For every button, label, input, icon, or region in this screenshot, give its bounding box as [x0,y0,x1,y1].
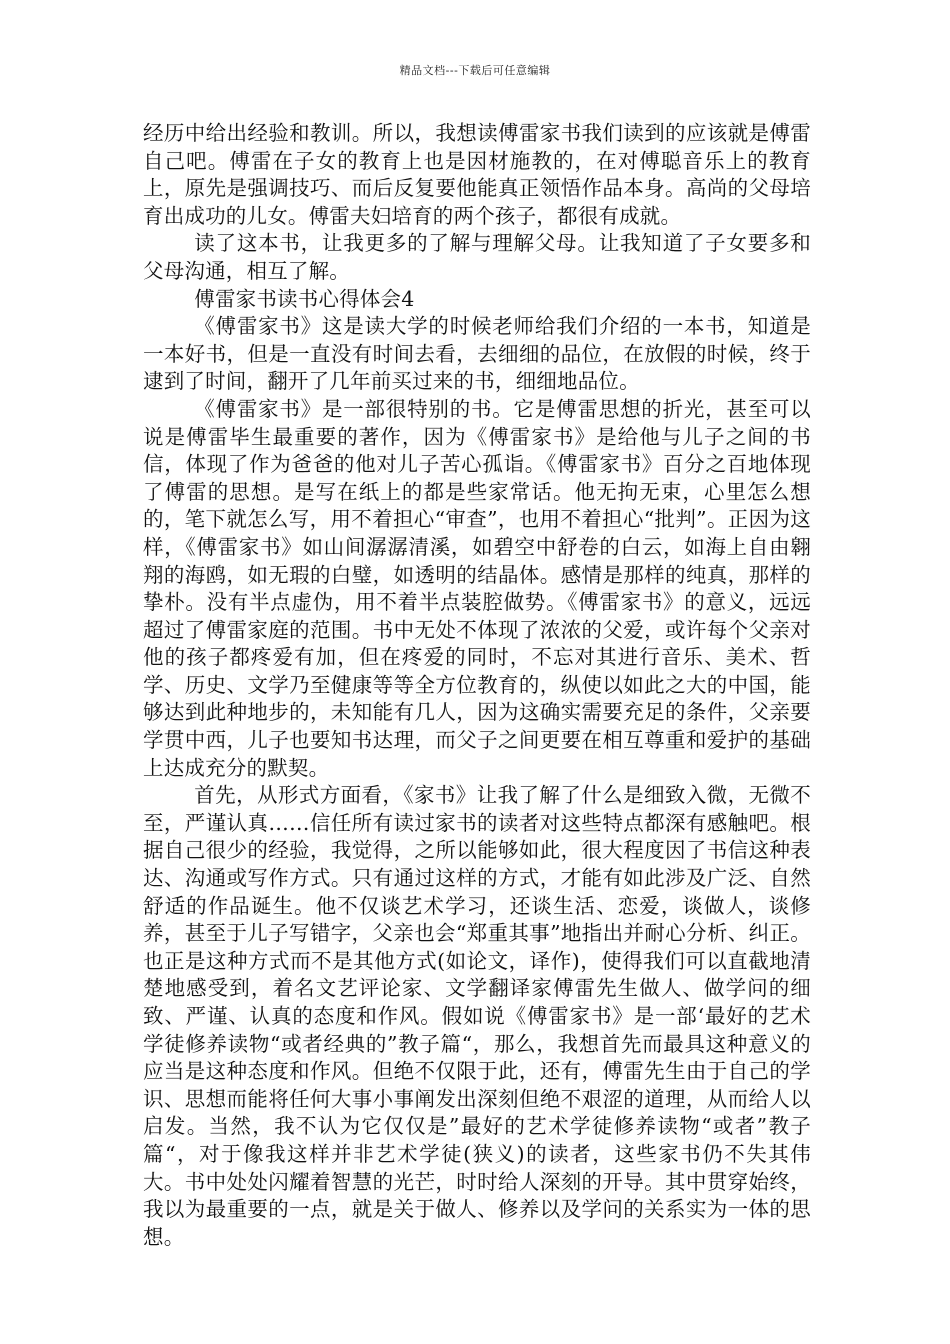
document-body [143,120,811,1251]
page-header: 精品文档---下载后可任意编辑 [399,64,551,77]
paragraph-1: 经历中给出经验和教训。所以，我想读傅雷家书我们读到的应该就是傅雷自己吧。傅雷在子女的教育上也是因材施教的，在对傅聪音乐上的教育上，原先是强调技巧、而后反复要他能真正领悟作品本身。高尚的父母培育出成功的儿女。傅雷夫妇培育的两个孩子，都很有成就。 [143,121,811,228]
paragraph-4: 《傅雷家书》是一部很特别的书。它是傅雷思想的折光，甚至可以说是傅雷毕生最重要的著作，因为《傅雷家书》是给他与儿子之间的书信，体现了作为爸爸的他对儿子苦心孤诣。《傅雷家书》百分之百地体现了傅雷的思想。是写在纸上的都是些家常话。他无拘无束，心里怎么想的，笔下就怎么写，用不着担心“审查”，也用不着担心“批判”。正因为这样，《傅雷家书》如山间潺潺清溪，如碧空中舒卷的白云，如海上自由翱翔的海鸥，如无瑕的白璧，如透明的结晶体。感情是那样的纯真，那样的挚朴。没有半点虚伪，用不着半点装腔做势。《傅雷家书》的意义，远远超过了傅雷家庭的范围。书中无处不体现了浓浓的父爱，或许每个父亲对他的孩子都疼爱有加，但在疼爱的同时，不忘对其进行音乐、美术、哲学、历史、文学乃至健康等等全方位教育的，纵使以如此之大的中国，能够达到此种地步的，未知能有几人，因为这确实需要充足的条件，父亲要学贯中西，儿子也要知书达理，而父子之间更要在相互尊重和爱护的基础上达成充分的默契。 [143,396,811,780]
section-heading: 傅雷家书读书心得体会4 [194,286,415,311]
paragraph-2: 读了这本书，让我更多的了解与理解父母。让我知道了子女要多和父母沟通，相互了解。 [143,231,811,283]
paragraph-3: 《傅雷家书》这是读大学的时候老师给我们介绍的一本书，知道是一本好书，但是一直没有时间去看，去细细的品位，在放假的时候，终于逮到了时间，翻开了几年前买过来的书，细细地品位。 [143,314,811,394]
paragraph-5: 首先，从形式方面看，《家书》让我了解了什么是细致入微，无微不至，严谨认真……信任所有读过家书的读者对这些特点都深有感触吧。根据自己很少的经验，我觉得，之所以能够如此，很大程度因了书信这种表达、沟通或写作方式。只有通过这样的方式，才能有如此涉及广泛、自然舒适的作品诞生。他不仅谈艺术学习，还谈生活、恋爱，谈做人，谈修养，甚至于儿子写错字，父亲也会“郑重其事”地指出并耐心分析、纠正。也正是这种方式而不是其他方式(如论文，译作)，使得我们可以直截地清楚地感受到，着名文艺评论家、文学翻译家傅雷先生做人、做学问的细致、严谨、认真的态度和作风。假如说《傅雷家书》是一部‘最好的艺术学徒修养读物“或者经典的”教子篇“，那么，我想首先而最具这种意义的应当是这种态度和作风。但绝不仅限于此，还有，傅雷先生由于自己的学识、思想而能将任何大事小事阐发出深刻但绝不艰涩的道理，从而给人以启发。当然，我不认为它仅仅是”最好的艺术学徒修养读物“或者”教子篇“，对于像我这样并非艺术学徒(狭义)的读者，这些家书仍不失其伟大。书中处处闪耀着智慧的光芒，时时给人深刻的开导。其中贯穿始终，我以为最重要的一点，就是关于做人、修养以及学问的关系实为一体的思想。 [143,783,811,1249]
